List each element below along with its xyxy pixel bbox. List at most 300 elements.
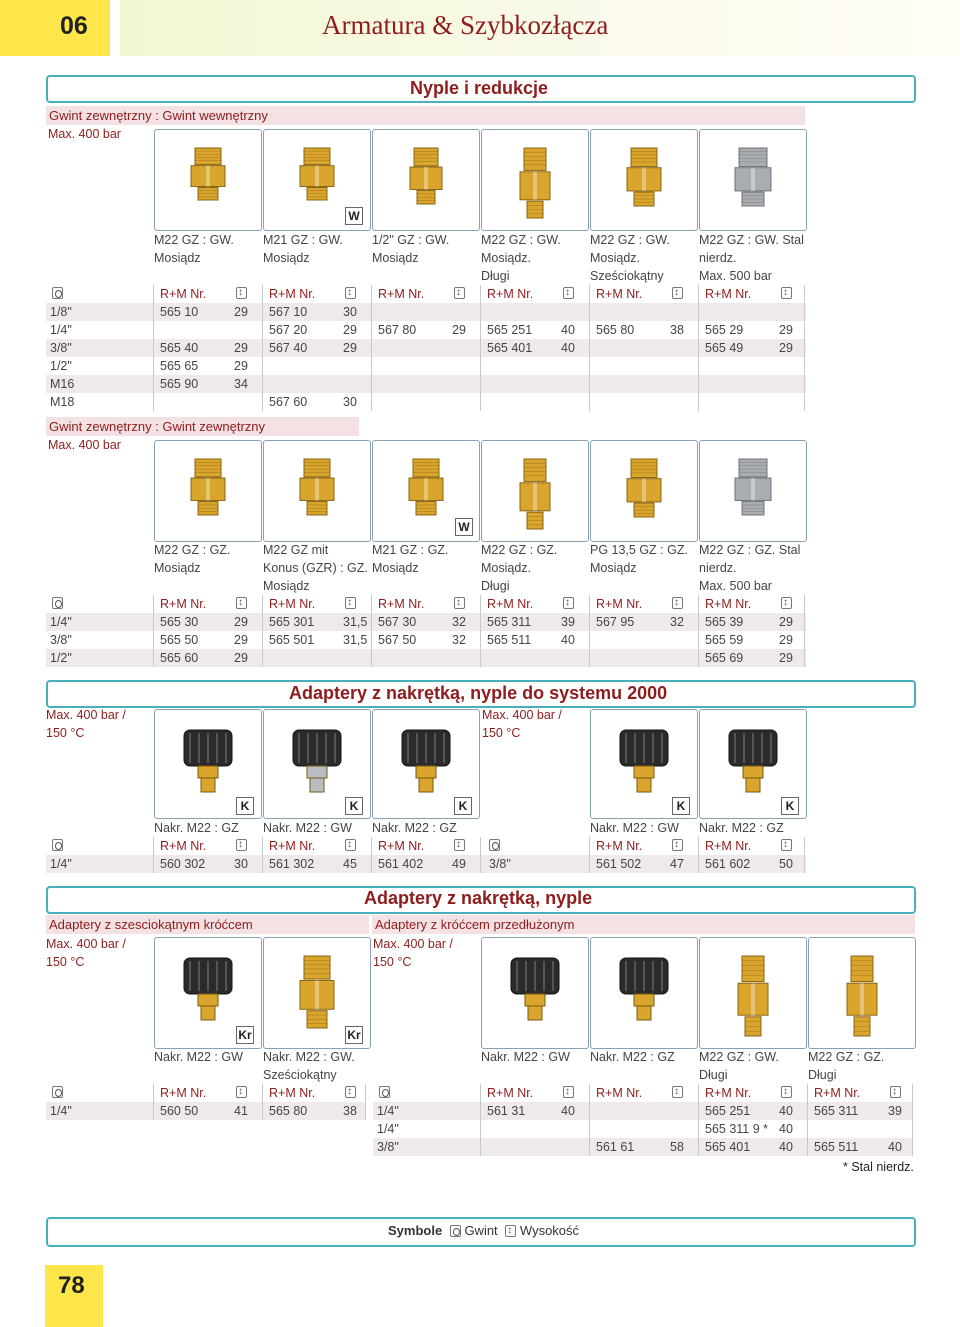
table-row <box>46 613 806 631</box>
height-icon <box>454 839 465 851</box>
rm-number-header: R+M Nr. <box>596 1086 643 1100</box>
rm-number-header: R+M Nr. <box>160 839 207 853</box>
product-image-box <box>154 440 262 542</box>
column-divider <box>589 1084 590 1156</box>
height-value: 41 <box>234 1104 248 1118</box>
rm-number: 560 302 <box>160 857 206 871</box>
thread-icon <box>450 1225 461 1237</box>
height-icon <box>781 839 792 851</box>
height-value: 47 <box>670 857 684 871</box>
product-description: M22 GZ : GZ. <box>481 543 558 557</box>
rm-number: 565 29 <box>705 323 744 337</box>
rm-number: 565 80 <box>596 323 635 337</box>
height-icon <box>236 839 247 851</box>
section-adapters-title: Adaptery z nakrętką, nyple <box>364 888 593 908</box>
product-description: Nakr. M22 : GZ <box>699 821 784 835</box>
rm-number: 565 501 <box>269 633 315 647</box>
product-description: Nakr. M22 : GW <box>481 1050 570 1064</box>
rm-number-header: R+M Nr. <box>596 597 643 611</box>
rm-number-header: R+M Nr. <box>378 287 425 301</box>
product-description: Nakr. M22 : GZ <box>154 821 239 835</box>
product-description: M21 GZ : GW. <box>263 233 343 247</box>
height-icon <box>454 287 465 299</box>
height-value: 29 <box>234 359 248 373</box>
rm-number-header: R+M Nr. <box>160 1086 207 1100</box>
section-nyple-title: Nyple i redukcje <box>410 78 549 98</box>
rm-number-header: R+M Nr. <box>596 839 643 853</box>
symbols-legend-content <box>388 1222 608 1240</box>
height-value: 29 <box>779 633 793 647</box>
height-icon <box>890 1086 901 1098</box>
product-description: Mosiądz <box>372 561 419 575</box>
table-row <box>46 303 806 321</box>
height-icon <box>345 597 356 609</box>
table-row-right <box>373 1138 913 1156</box>
pressure-s2-right-2: 150 °C <box>482 726 521 740</box>
product-image-box <box>154 129 262 231</box>
height-icon <box>672 839 683 851</box>
height-value: 45 <box>343 857 357 871</box>
rm-number: 565 69 <box>705 651 744 665</box>
height-icon <box>236 1086 247 1098</box>
page-title: Armatura & Szybkozłącza <box>322 10 609 40</box>
rm-number: 567 10 <box>269 305 308 319</box>
symbol-height-label: Wysokość <box>519 1223 580 1238</box>
size-label: 3/8" <box>489 857 511 871</box>
marker-k: K <box>345 797 363 815</box>
height-value: 31,5 <box>343 633 368 647</box>
height-value: 40 <box>561 323 575 337</box>
product-description: Mosiądz <box>590 561 637 575</box>
rm-number-header: R+M Nr. <box>160 287 207 301</box>
table-header-row-right <box>373 1084 913 1102</box>
height-value: 38 <box>343 1104 357 1118</box>
product-description: Nakr. M22 : GW. <box>263 1050 355 1064</box>
pressure-s2-left-1: Max. 400 bar / <box>46 708 126 722</box>
marker-k: K <box>236 797 254 815</box>
height-value: 40 <box>779 1122 793 1136</box>
product-description: M21 GZ : GZ. <box>372 543 449 557</box>
product-image-box <box>590 129 698 231</box>
height-value: 29 <box>234 633 248 647</box>
rm-number-header: R+M Nr. <box>269 287 316 301</box>
rm-number: 567 40 <box>269 341 308 355</box>
size-label: 1/4" <box>377 1104 399 1118</box>
product-image-box <box>699 440 807 542</box>
product-description: Max. 500 bar <box>699 269 772 283</box>
height-value: 29 <box>343 323 357 337</box>
product-description: M22 GZ : GW. <box>590 233 670 247</box>
product-description: M22 GZ : GZ. <box>154 543 231 557</box>
product-photo <box>482 938 588 1048</box>
product-description: Mosiądz. <box>590 251 641 265</box>
rm-number-header: R+M Nr. <box>269 1086 316 1100</box>
section-adapters2000-title: Adaptery z nakrętką, nyple do systemu 2000 <box>289 683 668 703</box>
product-image-box <box>481 937 589 1049</box>
product-image-box <box>699 129 807 231</box>
height-icon <box>781 287 792 299</box>
rm-number: 561 61 <box>596 1140 635 1154</box>
marker-k: K <box>672 797 690 815</box>
rm-number: 565 401 <box>705 1140 751 1154</box>
height-value: 32 <box>670 615 684 629</box>
product-image-box <box>590 440 698 542</box>
rm-number: 565 511 <box>487 633 532 647</box>
height-value: 29 <box>234 615 248 629</box>
pressure-gz-gw: Max. 400 bar <box>48 127 121 141</box>
symbols-label: Symbole <box>388 1223 443 1238</box>
rm-number: 565 50 <box>160 633 199 647</box>
column-divider <box>698 837 699 873</box>
marker-k: K <box>454 797 472 815</box>
column-divider <box>698 595 699 667</box>
height-icon <box>781 597 792 609</box>
table-row-right <box>373 1102 913 1120</box>
table-header-row <box>46 837 806 855</box>
chapter-tab <box>0 0 110 56</box>
product-photo <box>591 938 697 1048</box>
product-description: Mosiądz <box>154 251 201 265</box>
rm-number: 561 602 <box>705 857 751 871</box>
rm-number: 565 30 <box>160 615 199 629</box>
size-label: 1/8" <box>50 305 72 319</box>
height-icon <box>672 287 683 299</box>
subhead-gz-gz: Gwint zewnętrzny : Gwint zewnętrzny <box>46 417 359 436</box>
product-description: M22 GZ : GW. Stal <box>699 233 804 247</box>
footnote: * Stal nierdz. <box>843 1160 914 1174</box>
column-divider <box>153 837 154 873</box>
thread-icon <box>379 1086 390 1098</box>
size-label: 1/4" <box>50 1104 72 1118</box>
height-icon <box>563 1086 574 1098</box>
table-row <box>46 339 806 357</box>
height-value: 39 <box>888 1104 902 1118</box>
thread-icon <box>52 839 63 851</box>
rm-number: 567 80 <box>378 323 417 337</box>
column-divider <box>262 1084 263 1120</box>
product-description: Mosiądz <box>263 579 310 593</box>
height-value: 40 <box>561 1104 575 1118</box>
product-photo <box>373 130 479 230</box>
height-value: 29 <box>343 341 357 355</box>
height-value: 29 <box>234 651 248 665</box>
product-description: Nakr. M22 : GW <box>263 821 352 835</box>
product-description: Długi <box>481 269 510 283</box>
symbol-gwint-label: Gwint <box>464 1223 498 1238</box>
column-divider <box>480 595 481 667</box>
product-photo <box>482 441 588 541</box>
product-photo <box>155 441 261 541</box>
product-image-box <box>699 937 807 1049</box>
column-divider <box>371 595 372 667</box>
column-divider <box>153 1084 154 1120</box>
table-row <box>46 393 806 411</box>
rm-number: 565 39 <box>705 615 744 629</box>
product-description: M22 GZ : GW. <box>699 1050 779 1064</box>
product-description: Mosiądz <box>372 251 419 265</box>
product-description: Konus (GZR) : GZ. <box>263 561 368 575</box>
rm-number: 561 402 <box>378 857 424 871</box>
page-number: 78 <box>58 1272 85 1299</box>
column-divider <box>262 285 263 411</box>
product-description: Długi <box>808 1068 837 1082</box>
rm-number: 565 10 <box>160 305 199 319</box>
table-row <box>46 321 806 339</box>
product-photo <box>591 130 697 230</box>
height-icon <box>563 597 574 609</box>
thread-icon <box>52 1086 63 1098</box>
product-photo <box>700 441 806 541</box>
rm-number: 565 301 <box>269 615 315 629</box>
rm-number: 565 80 <box>269 1104 308 1118</box>
rm-number: 565 90 <box>160 377 199 391</box>
marker-kr: Kr <box>236 1026 254 1044</box>
subhead-extended: Adaptery z króćcem przedłużonym <box>372 915 915 934</box>
rm-number-header: R+M Nr. <box>160 597 207 611</box>
pressure-s3-left-2: 150 °C <box>46 955 85 969</box>
column-divider <box>804 285 805 411</box>
height-value: 29 <box>779 615 793 629</box>
column-divider <box>262 595 263 667</box>
product-photo <box>700 130 806 230</box>
height-icon <box>345 1086 356 1098</box>
height-value: 30 <box>343 395 357 409</box>
product-description: M22 GZ : GW. <box>154 233 234 247</box>
pressure-s2-left-2: 150 °C <box>46 726 85 740</box>
rm-number-header: R+M Nr. <box>269 597 316 611</box>
product-image-box <box>481 129 589 231</box>
rm-number: 567 95 <box>596 615 635 629</box>
rm-number: 565 59 <box>705 633 744 647</box>
rm-number: 567 50 <box>378 633 417 647</box>
product-description: M22 GZ : GZ. Stal <box>699 543 801 557</box>
height-icon <box>345 287 356 299</box>
rm-number: 565 401 <box>487 341 533 355</box>
rm-number: 567 30 <box>378 615 417 629</box>
height-icon <box>672 597 683 609</box>
height-icon <box>454 597 465 609</box>
rm-number-header: R+M Nr. <box>705 839 752 853</box>
product-description: Długi <box>699 1068 728 1082</box>
column-divider <box>365 1084 366 1120</box>
subhead-hex: Adaptery z szesciokątnym króćcem <box>46 915 369 934</box>
height-value: 40 <box>779 1140 793 1154</box>
rm-number: 565 60 <box>160 651 199 665</box>
height-value: 29 <box>779 341 793 355</box>
marker-w: W <box>345 207 363 225</box>
height-value: 29 <box>779 323 793 337</box>
size-label: M18 <box>50 395 75 409</box>
rm-number: 565 40 <box>160 341 199 355</box>
chapter-number: 06 <box>60 12 88 40</box>
thread-icon <box>489 839 500 851</box>
height-value: 50 <box>779 857 793 871</box>
product-description: M22 GZ : GW. <box>481 233 561 247</box>
size-label: 1/2" <box>50 359 72 373</box>
height-value: 29 <box>779 651 793 665</box>
height-value: 40 <box>888 1140 902 1154</box>
table-row <box>46 631 806 649</box>
height-value: 34 <box>234 377 248 391</box>
rm-number: 565 311 <box>814 1104 859 1118</box>
product-image-box <box>481 440 589 542</box>
column-divider <box>262 837 263 873</box>
height-value: 32 <box>452 615 466 629</box>
subhead-gz-gw: Gwint zewnętrzny : Gwint wewnętrzny <box>46 106 805 125</box>
column-divider <box>804 837 805 873</box>
product-photo <box>482 130 588 230</box>
rm-number: 561 302 <box>269 857 315 871</box>
height-icon <box>236 287 247 299</box>
product-description: Nakr. M22 : GW <box>590 821 679 835</box>
size-label: M16 <box>50 377 75 391</box>
height-value: 40 <box>779 1104 793 1118</box>
rm-number: 565 49 <box>705 341 744 355</box>
column-divider <box>371 285 372 411</box>
height-value: 31,5 <box>343 615 368 629</box>
product-description: Nakr. M22 : GZ <box>590 1050 675 1064</box>
table-header-row <box>46 595 806 613</box>
product-image-box <box>263 440 371 542</box>
height-icon <box>672 1086 683 1098</box>
column-divider <box>153 595 154 667</box>
product-photo <box>264 441 370 541</box>
height-value: 32 <box>452 633 466 647</box>
column-divider <box>153 285 154 411</box>
product-description: M22 GZ mit <box>263 543 329 557</box>
rm-number: 565 251 <box>705 1104 751 1118</box>
rm-number: 561 502 <box>596 857 642 871</box>
rm-number-header: R+M Nr. <box>814 1086 861 1100</box>
rm-number-header: R+M Nr. <box>596 287 643 301</box>
product-image-box <box>590 937 698 1049</box>
rm-number-header: R+M Nr. <box>269 839 316 853</box>
column-divider <box>698 1084 699 1156</box>
product-description: Sześciokątny <box>263 1068 337 1082</box>
size-label: 3/8" <box>50 633 72 647</box>
column-divider <box>480 285 481 411</box>
column-divider <box>807 1084 808 1156</box>
size-label: 1/2" <box>50 651 72 665</box>
rm-number-header: R+M Nr. <box>487 597 534 611</box>
height-value: 40 <box>561 633 575 647</box>
column-divider <box>589 837 590 873</box>
rm-number: 560 50 <box>160 1104 199 1118</box>
size-label: 3/8" <box>377 1140 399 1154</box>
rm-number: 561 31 <box>487 1104 526 1118</box>
height-value: 29 <box>234 305 248 319</box>
product-photo <box>591 441 697 541</box>
product-description: Max. 500 bar <box>699 579 772 593</box>
column-divider <box>371 837 372 873</box>
height-value: 29 <box>234 341 248 355</box>
pressure-s3-right-1: Max. 400 bar / <box>373 937 453 951</box>
product-description: Nakr. M22 : GZ <box>372 821 457 835</box>
size-label: 1/4" <box>377 1122 399 1136</box>
rm-number-header: R+M Nr. <box>705 597 752 611</box>
product-description: nierdz. <box>699 251 737 265</box>
product-description: Mosiądz <box>154 561 201 575</box>
height-icon <box>236 597 247 609</box>
product-photo <box>155 130 261 230</box>
size-label: 3/8" <box>50 341 72 355</box>
height-value: 30 <box>343 305 357 319</box>
rm-number: 567 20 <box>269 323 308 337</box>
marker-kr: Kr <box>345 1026 363 1044</box>
rm-number-header: R+M Nr. <box>378 839 425 853</box>
thread-icon <box>52 287 63 299</box>
rm-number: 565 65 <box>160 359 199 373</box>
rm-number: 565 251 <box>487 323 533 337</box>
column-divider <box>480 837 481 873</box>
table-row <box>46 357 806 375</box>
pressure-s3-left-1: Max. 400 bar / <box>46 937 126 951</box>
height-icon <box>505 1225 516 1237</box>
product-image-box <box>808 937 916 1049</box>
rm-number-header: R+M Nr. <box>487 1086 534 1100</box>
column-divider <box>480 1084 481 1156</box>
product-photo <box>809 938 915 1048</box>
rm-number-header: R+M Nr. <box>705 1086 752 1100</box>
height-icon <box>345 839 356 851</box>
rm-number: 565 311 <box>487 615 532 629</box>
marker-k: K <box>781 797 799 815</box>
column-divider <box>698 285 699 411</box>
column-divider <box>589 285 590 411</box>
height-value: 29 <box>452 323 466 337</box>
rm-number-header: R+M Nr. <box>705 287 752 301</box>
column-divider <box>804 595 805 667</box>
height-value: 49 <box>452 857 466 871</box>
rm-number-header: R+M Nr. <box>378 597 425 611</box>
product-image-box <box>372 129 480 231</box>
height-value: 39 <box>561 615 575 629</box>
pressure-gz-gz: Max. 400 bar <box>48 438 121 452</box>
height-icon <box>781 1086 792 1098</box>
product-description: Mosiądz <box>263 251 310 265</box>
table-row-left <box>46 1102 366 1120</box>
height-icon <box>563 287 574 299</box>
table-header-row <box>46 285 806 303</box>
table-header-row-left <box>46 1084 366 1102</box>
pressure-s2-right-1: Max. 400 bar / <box>482 708 562 722</box>
table-row <box>46 855 806 873</box>
product-description: Nakr. M22 : GW <box>154 1050 243 1064</box>
table-row <box>46 375 806 393</box>
height-value: 30 <box>234 857 248 871</box>
column-divider <box>912 1084 913 1156</box>
column-divider <box>589 595 590 667</box>
pressure-s3-right-2: 150 °C <box>373 955 412 969</box>
product-photo <box>700 938 806 1048</box>
product-description: Sześciokątny <box>590 269 664 283</box>
table-row-right <box>373 1120 913 1138</box>
product-description: M22 GZ : GZ. <box>808 1050 885 1064</box>
rm-number-header: R+M Nr. <box>487 287 534 301</box>
product-description: nierdz. <box>699 561 737 575</box>
rm-number: 565 311 9 * <box>705 1122 769 1136</box>
rm-number: 567 60 <box>269 395 308 409</box>
product-description: PG 13,5 GZ : GZ. <box>590 543 688 557</box>
height-value: 58 <box>670 1140 684 1154</box>
product-description: Długi <box>481 579 510 593</box>
height-value: 40 <box>561 341 575 355</box>
marker-w: W <box>455 518 473 536</box>
thread-icon <box>52 597 63 609</box>
table-row <box>46 649 806 667</box>
size-label: 1/4" <box>50 857 72 871</box>
product-description: Mosiądz. <box>481 251 532 265</box>
